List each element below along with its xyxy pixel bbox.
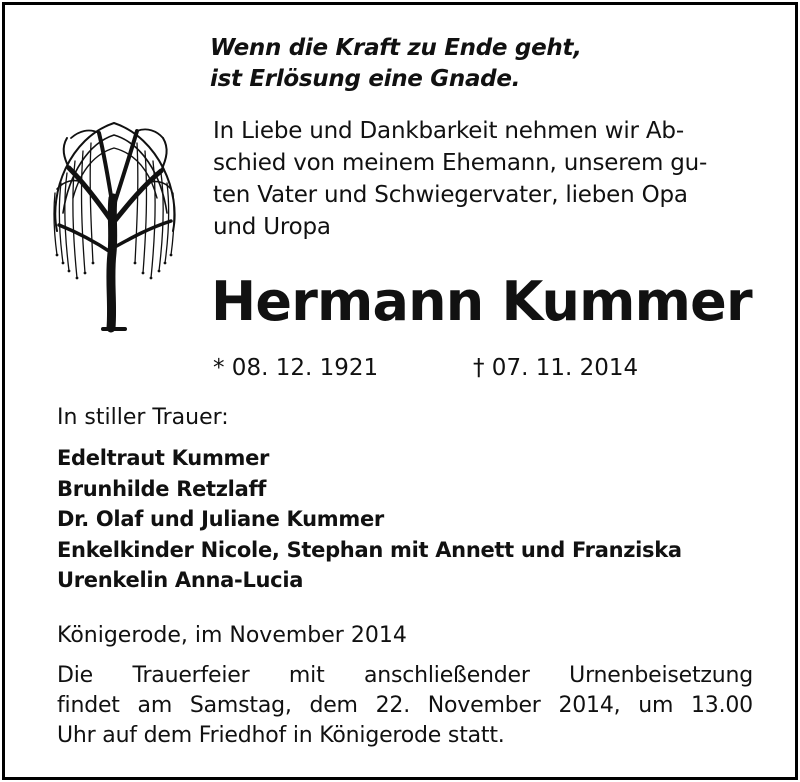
intro-line: und Uropa (213, 214, 331, 240)
intro-line: schied von meinem Ehemann, unserem gu- (213, 150, 708, 176)
motto-line: Wenn die Kraft zu Ende geht, (210, 35, 582, 61)
intro-line: In Liebe und Dankbarkeit nehmen wir Ab- (213, 118, 684, 144)
mourner-name: Edeltraut Kummer (57, 446, 270, 470)
birth-date: * 08. 12. 1921 (213, 355, 379, 381)
mourner-name: Urenkelin Anna-Lucia (57, 568, 304, 592)
ceremony-line: findet am Samstag, dem 22. November 2014, um 13.00 (57, 693, 753, 718)
motto (210, 33, 770, 95)
motto-line: ist Erlösung eine Gnade. (210, 66, 521, 92)
death-date: † 07. 11. 2014 (473, 355, 639, 381)
ceremony-line: Die Trauerfeier mit anschließender Urnenbeisetzung (57, 663, 753, 688)
intro-text (213, 115, 753, 243)
ceremony-text (57, 661, 753, 751)
deceased-name: Hermann Kummer (211, 270, 752, 333)
place-date: Königerode, im November 2014 (57, 623, 407, 648)
weeping-willow-tree-icon (39, 113, 189, 333)
mourner-name: Enkelkinder Nicole, Stephan mit Annett und Franziska (57, 537, 682, 562)
intro-line: ten Vater und Schwiegervater, lieben Opa (213, 182, 688, 208)
obituary-notice (2, 2, 798, 780)
mourning-heading: In stiller Trauer: (57, 405, 229, 430)
mourner-name: Brunhilde Retzlaff (57, 476, 267, 501)
mourners-list (57, 443, 682, 596)
ceremony-line: Uhr auf dem Friedhof in Königerode statt. (57, 723, 505, 748)
mourner-name: Dr. Olaf und Juliane Kummer (57, 507, 384, 531)
